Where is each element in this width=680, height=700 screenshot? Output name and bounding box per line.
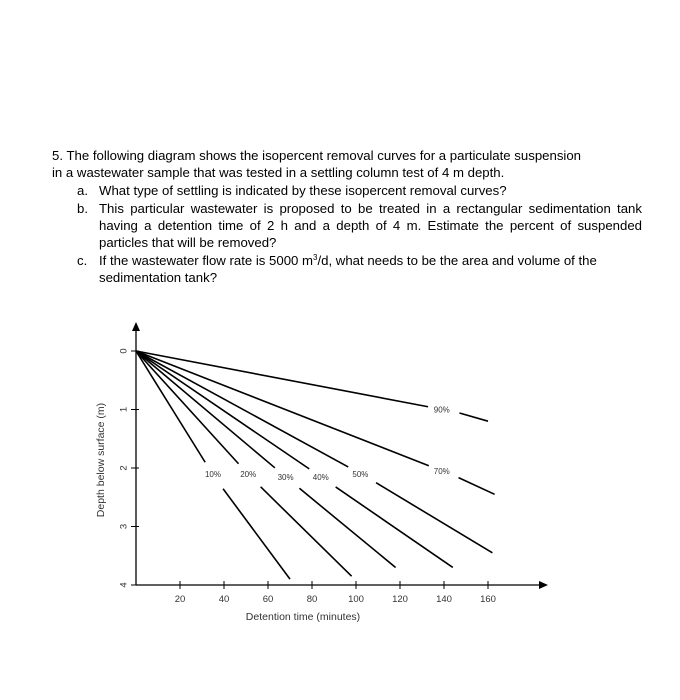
isopercent-curve [223,489,290,579]
y-axis-title: Depth below surface (m) [95,402,107,518]
isopercent-curve [459,413,488,421]
sub-question-text-end: /d, what needs to be the area and volume of the sedimentation tank? [99,253,597,285]
chart-series [136,351,495,579]
isopercent-curve [299,488,395,567]
isopercent-curve [376,483,492,553]
isopercent-curve [136,351,348,467]
question-number: 5. [52,148,63,163]
y-axis-arrow [132,322,140,331]
isopercent-curve [136,351,275,468]
y-tick-label: 2 [118,465,130,471]
x-tick-label: 60 [262,594,274,605]
question-stem-text: The following diagram shows the isopercent removal curves for a particulate suspension in a wastewater sample that was tested in a settling column test of 4 m depth. [52,148,582,180]
x-tick-label: 40 [218,594,230,605]
isopercent-curve [261,487,352,576]
chart-labels [205,406,450,482]
sub-question-text-start: If the wastewater flow rate is 5000 m [99,253,314,268]
sub-question-text: What type of settling is indicated by these isopercent removal curves? [99,183,507,198]
curve-label: 40% [312,472,329,482]
x-tick-label: 100 [348,594,364,605]
sub-question-text: This particular wastewater is proposed to be treated in a rectangular sedimentation tank having a detention time of 2 h and a depth of 4 m. Estimate the percent of suspended particles that will be removed? [99,201,642,250]
x-axis-arrow [539,581,548,589]
sub-question-label: b. [77,201,88,216]
curve-label: 30% [277,472,294,482]
y-tick-label: 0 [118,348,130,354]
curve-label: 10% [204,469,222,479]
y-tick-label: 3 [118,523,130,530]
x-tick-label: 120 [392,594,408,605]
curve-label: 70% [433,466,450,476]
x-tick-label: 20 [174,594,186,605]
x-tick-label: 140 [436,594,452,605]
superscript: 3 [313,253,318,262]
sub-question-label: c. [77,253,88,268]
curve-label: 20% [240,469,257,479]
curve-label: 50% [352,469,369,479]
curve-label: 90% [433,405,450,415]
y-tick-label: 4 [118,582,130,588]
isopercent-curve [336,487,453,568]
isopercent-curve [136,351,205,462]
x-axis-title: Detention time (minutes) [245,611,361,623]
isopercent-curve [459,478,495,495]
isopercent-curve [136,351,429,466]
y-tick-label: 1 [118,406,130,413]
sub-question-label: a. [77,183,88,198]
x-tick-label: 80 [306,594,318,605]
x-tick-label: 160 [480,594,496,605]
isopercent-curve [136,351,309,469]
